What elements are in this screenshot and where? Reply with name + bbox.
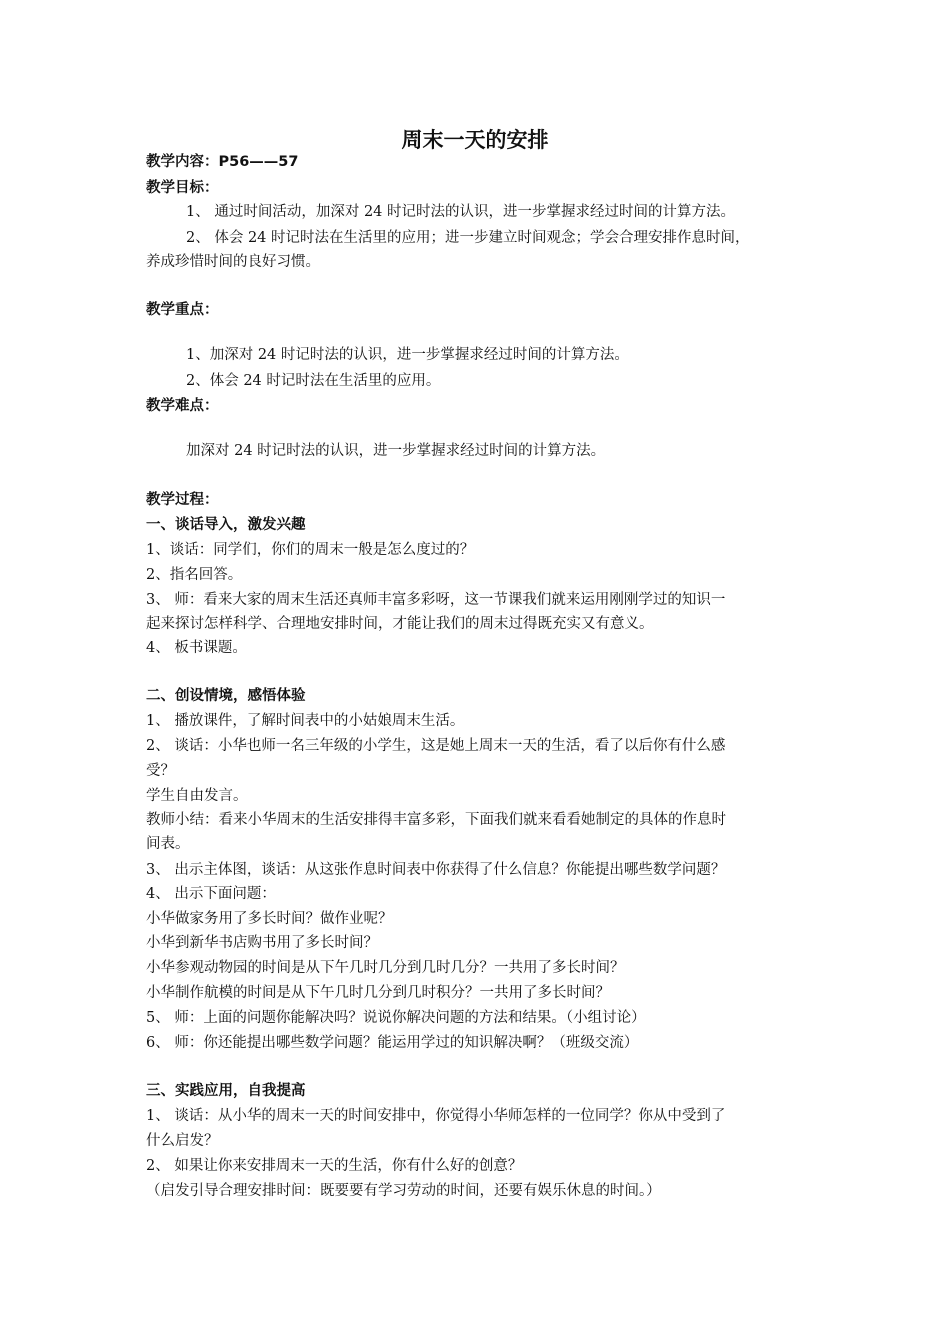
section-2-line-9: 小华参观动物园的时间是从下午几时几分到几时几分？一共用了多长时间？ [146,960,625,976]
section-1-heading: 一、谈话导入，激发兴趣 [146,517,306,533]
section-2-line-11: 5、 师：上面的问题你能解决吗？说说你解决问题的方法和结果。（小组讨论） [146,1010,646,1026]
key-point-2: 2、体会 24 时记时法在生活里的应用。 [186,373,441,389]
section-2-line-2: 2、 谈话：小华也师一名三年级的小学生，这是她上周末一天的生活，看了以后你有什么感 [146,738,726,754]
section-2-line-4-cont: 间表。 [146,836,190,852]
section-2-line-3: 学生自由发言。 [146,788,248,804]
section-1-line-3-cont: 起来探讨怎样科学、合理地安排时间，才能让我们的周末过得既充实又有意义。 [146,616,654,632]
section-1-line-4: 4、 板书课题。 [146,640,247,656]
process-heading: 教学过程： [146,492,219,508]
section-3-heading: 三、实践应用，自我提高 [146,1083,306,1099]
section-3-line-1: 1、 谈话：从小华的周末一天的时间安排中，你觉得小华师怎样的一位同学？你从中受到了 [146,1108,726,1124]
difficulty-1: 加深对 24 时记时法的认识，进一步掌握求经过时间的计算方法。 [186,443,606,459]
key-points-heading: 教学重点： [146,302,219,318]
section-2-line-12: 6、 师：你还能提出哪些数学问题？能运用学过的知识解决啊？（班级交流） [146,1035,639,1051]
goals-heading: 教学目标： [146,180,219,196]
section-2-line-1: 1、 播放课件，了解时间表中的小姑娘周末生活。 [146,713,465,729]
content-line: 教学内容：P56——57 [146,154,299,170]
page-title: 周末一天的安排 [401,128,549,152]
section-2-line-2-cont: 受？ [146,763,175,779]
section-3-line-2: 2、 如果让你来安排周末一天的生活，你有什么好的创意？ [146,1158,523,1174]
goal-item-2-cont: 养成珍惜时间的良好习惯。 [146,254,320,270]
section-2-heading: 二、创设情境，感悟体验 [146,688,306,704]
section-2-line-10: 小华制作航模的时间是从下午几时几分到几时积分？一共用了多长时间？ [146,985,610,1001]
section-1-line-3: 3、 师：看来大家的周末生活还真师丰富多彩呀，这一节课我们就来运用刚刚学过的知识一 [146,592,726,608]
goal-item-1: 1、 通过时间活动，加深对 24 时记时法的认识，进一步掌握求经过时间的计算方法。 [186,204,736,220]
section-3-line-1-cont: 什么启发？ [146,1133,219,1149]
section-2-line-7: 小华做家务用了多长时间？做作业呢？ [146,911,393,927]
section-3-line-3: （启发引导合理安排时间：既要要有学习劳动的时间，还要有娱乐休息的时间。） [146,1183,661,1199]
section-1-line-2: 2、指名回答。 [146,567,243,583]
key-point-1: 1、加深对 24 时记时法的认识，进一步掌握求经过时间的计算方法。 [186,347,629,363]
goal-item-2: 2、 体会 24 时记时法在生活里的应用；进一步建立时间观念；学会合理安排作息时间， [186,230,750,246]
section-2-line-6: 4、 出示下面问题： [146,886,276,902]
section-2-line-8: 小华到新华书店购书用了多长时间？ [146,935,378,951]
section-1-line-1: 1、谈话：同学们，你们的周末一般是怎么度过的？ [146,542,475,558]
section-2-line-5: 3、 出示主体图，谈话：从这张作息时间表中你获得了什么信息？你能提出哪些数学问题？ [146,862,726,878]
section-2-line-4: 教师小结：看来小华周末的生活安排得丰富多彩，下面我们就来看看她制定的具体的作息时 [146,812,726,828]
difficulties-heading: 教学难点： [146,398,219,414]
